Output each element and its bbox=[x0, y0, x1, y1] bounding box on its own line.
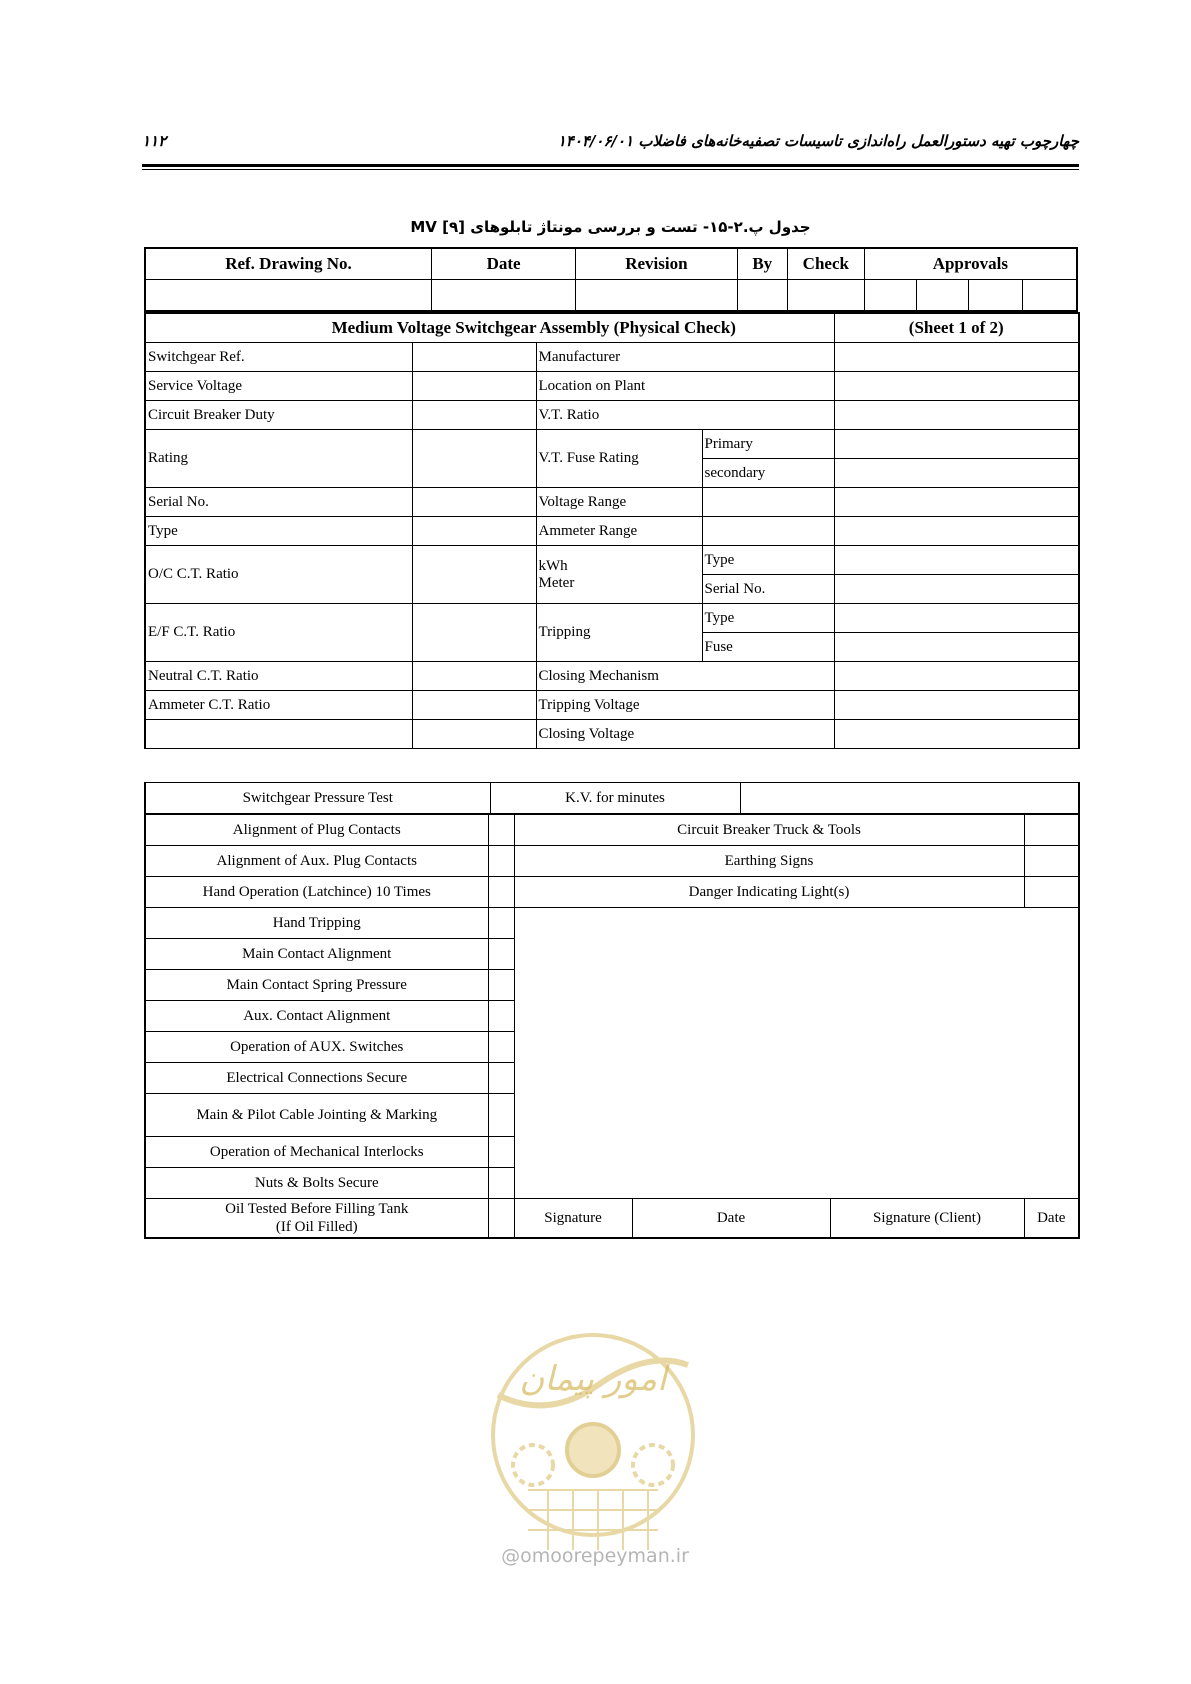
field-value[interactable] bbox=[412, 343, 536, 372]
oil-test-label bbox=[145, 1199, 488, 1239]
header-ref-drawing: Ref. Drawing No. bbox=[145, 248, 431, 280]
approval-cell[interactable] bbox=[917, 280, 968, 312]
sub-field-label: Fuse bbox=[702, 633, 834, 662]
revision-cell[interactable] bbox=[576, 280, 737, 312]
check-label: Earthing Signs bbox=[514, 846, 1024, 877]
field-value[interactable] bbox=[834, 430, 1079, 459]
field-value[interactable] bbox=[834, 546, 1079, 575]
field-value[interactable] bbox=[834, 691, 1079, 720]
field-value[interactable] bbox=[412, 720, 536, 749]
check-box[interactable] bbox=[488, 1094, 514, 1137]
field-label: Tripping bbox=[536, 604, 702, 662]
field-label: Rating bbox=[145, 430, 412, 488]
ref-drawing-cell[interactable] bbox=[145, 280, 431, 312]
field-label: Serial No. bbox=[145, 488, 412, 517]
field-label: Location on Plant bbox=[536, 372, 834, 401]
field-value[interactable] bbox=[412, 488, 536, 517]
watermark-url bbox=[480, 1545, 710, 1567]
field-value[interactable] bbox=[834, 575, 1079, 604]
field-label: Service Voltage bbox=[145, 372, 412, 401]
field-value[interactable] bbox=[702, 488, 834, 517]
check-box[interactable] bbox=[488, 1032, 514, 1063]
page-number: ۱۱۲ bbox=[142, 132, 167, 150]
field-value[interactable] bbox=[412, 401, 536, 430]
field-value[interactable] bbox=[834, 517, 1079, 546]
header-check: Check bbox=[787, 248, 864, 280]
kv-for-minutes-label: K.V. for minutes bbox=[490, 783, 740, 814]
field-value[interactable] bbox=[834, 343, 1079, 372]
check-box[interactable] bbox=[488, 877, 514, 908]
section-title: Medium Voltage Switchgear Assembly (Physical Check) bbox=[145, 313, 834, 343]
sub-field-label: Primary bbox=[702, 430, 834, 459]
date-label: Date bbox=[632, 1199, 830, 1239]
field-label: Closing Voltage bbox=[536, 720, 834, 749]
watermark-url-text: omoorepeyman.ir bbox=[520, 1545, 689, 1567]
signature-label: Signature bbox=[514, 1199, 632, 1239]
reference-table bbox=[144, 247, 1078, 312]
check-box[interactable] bbox=[488, 815, 514, 846]
field-label: Ammeter C.T. Ratio bbox=[145, 691, 412, 720]
field-value[interactable] bbox=[412, 691, 536, 720]
check-label: Operation of Mechanical Interlocks bbox=[145, 1137, 488, 1168]
check-box[interactable] bbox=[488, 1001, 514, 1032]
header-by: By bbox=[737, 248, 787, 280]
check-box[interactable] bbox=[488, 1199, 514, 1239]
field-value[interactable] bbox=[412, 517, 536, 546]
field-value[interactable] bbox=[834, 662, 1079, 691]
field-value[interactable] bbox=[412, 430, 536, 488]
field-value[interactable] bbox=[702, 517, 834, 546]
field-label bbox=[536, 546, 702, 604]
pressure-test-label: Switchgear Pressure Test bbox=[145, 783, 490, 814]
check-box[interactable] bbox=[488, 908, 514, 939]
header-approvals: Approvals bbox=[864, 248, 1077, 280]
kwh-meter-label: kWh Meter bbox=[538, 557, 575, 591]
field-value[interactable] bbox=[834, 488, 1079, 517]
field-value[interactable] bbox=[412, 604, 536, 662]
check-label: Circuit Breaker Truck & Tools bbox=[514, 815, 1024, 846]
field-label: O/C C.T. Ratio bbox=[145, 546, 412, 604]
sub-field-label: Type bbox=[702, 604, 834, 633]
check-label: Alignment of Plug Contacts bbox=[145, 815, 488, 846]
field-label: Neutral C.T. Ratio bbox=[145, 662, 412, 691]
check-label: Danger Indicating Light(s) bbox=[514, 877, 1024, 908]
date-label-2: Date bbox=[1024, 1199, 1079, 1239]
field-value[interactable] bbox=[412, 662, 536, 691]
check-label: Hand Operation (Latchince) 10 Times bbox=[145, 877, 488, 908]
approval-cell[interactable] bbox=[968, 280, 1022, 312]
field-label: Circuit Breaker Duty bbox=[145, 401, 412, 430]
physical-check-table bbox=[144, 312, 1080, 749]
check-cell[interactable] bbox=[787, 280, 864, 312]
field-label: E/F C.T. Ratio bbox=[145, 604, 412, 662]
header-date: Date bbox=[431, 248, 575, 280]
by-cell[interactable] bbox=[737, 280, 787, 312]
check-box[interactable] bbox=[488, 1137, 514, 1168]
field-value[interactable] bbox=[834, 372, 1079, 401]
field-value[interactable] bbox=[834, 459, 1079, 488]
field-label: Ammeter Range bbox=[536, 517, 702, 546]
check-label: Main & Pilot Cable Jointing & Marking bbox=[145, 1094, 488, 1137]
check-box[interactable] bbox=[488, 846, 514, 877]
pressure-test-table bbox=[144, 782, 1080, 814]
sub-field-label: Serial No. bbox=[702, 575, 834, 604]
check-box[interactable] bbox=[1024, 815, 1079, 846]
check-box[interactable] bbox=[488, 1063, 514, 1094]
seal-text: امور پیمان bbox=[519, 1359, 667, 1399]
field-value[interactable] bbox=[834, 720, 1079, 749]
field-label: V.T. Ratio bbox=[536, 401, 834, 430]
check-box[interactable] bbox=[488, 1168, 514, 1199]
field-label: Closing Mechanism bbox=[536, 662, 834, 691]
check-box[interactable] bbox=[488, 939, 514, 970]
field-label: Manufacturer bbox=[536, 343, 834, 372]
check-label: Hand Tripping bbox=[145, 908, 488, 939]
signature-client-label: Signature (Client) bbox=[830, 1199, 1024, 1239]
check-label: Main Contact Spring Pressure bbox=[145, 970, 488, 1001]
oil-test-line1: Oil Tested Before Filling Tank bbox=[225, 1201, 409, 1217]
field-label: Tripping Voltage bbox=[536, 691, 834, 720]
header-rule-thin bbox=[142, 169, 1079, 170]
sub-field-label: secondary bbox=[702, 459, 834, 488]
pressure-test-value[interactable] bbox=[740, 783, 1079, 814]
oil-test-line2: (If Oil Filled) bbox=[275, 1219, 358, 1235]
field-label: Switchgear Ref. bbox=[145, 343, 412, 372]
watermark-seal bbox=[488, 1325, 698, 1575]
approval-cell[interactable] bbox=[1022, 280, 1077, 312]
field-value[interactable] bbox=[412, 546, 536, 604]
check-label: Operation of AUX. Switches bbox=[145, 1032, 488, 1063]
page-header bbox=[142, 128, 1079, 164]
check-label: Aux. Contact Alignment bbox=[145, 1001, 488, 1032]
field-label: V.T. Fuse Rating bbox=[536, 430, 702, 488]
header-rule bbox=[142, 164, 1079, 167]
checklist-table bbox=[144, 814, 1080, 1239]
field-value[interactable] bbox=[412, 372, 536, 401]
field-value[interactable] bbox=[834, 633, 1079, 662]
header-revision: Revision bbox=[576, 248, 737, 280]
notes-area[interactable] bbox=[514, 908, 1079, 1199]
field-label bbox=[145, 720, 412, 749]
sheet-number: (Sheet 1 of 2) bbox=[834, 313, 1079, 343]
table-caption: جدول پ.۲-۱۵- تست و بررسی مونتاژ تابلوهای MV [۹] bbox=[410, 218, 811, 236]
check-box[interactable] bbox=[488, 970, 514, 1001]
check-label: Electrical Connections Secure bbox=[145, 1063, 488, 1094]
field-label: Type bbox=[145, 517, 412, 546]
check-label: Alignment of Aux. Plug Contacts bbox=[145, 846, 488, 877]
field-label: Voltage Range bbox=[536, 488, 702, 517]
field-value[interactable] bbox=[834, 604, 1079, 633]
at-icon: @ bbox=[501, 1545, 521, 1567]
date-cell[interactable] bbox=[431, 280, 575, 312]
sub-field-label: Type bbox=[702, 546, 834, 575]
field-value[interactable] bbox=[834, 401, 1079, 430]
check-box[interactable] bbox=[1024, 877, 1079, 908]
approval-cell[interactable] bbox=[864, 280, 916, 312]
check-box[interactable] bbox=[1024, 846, 1079, 877]
header-title: چهارچوب تهیه دستورالعمل راه‌اندازی تاسیسات تصفیه‌خانه‌های فاضلاب ۱۴۰۴/۰۶/۰۱ bbox=[557, 132, 1079, 150]
check-label: Nuts & Bolts Secure bbox=[145, 1168, 488, 1199]
check-label: Main Contact Alignment bbox=[145, 939, 488, 970]
